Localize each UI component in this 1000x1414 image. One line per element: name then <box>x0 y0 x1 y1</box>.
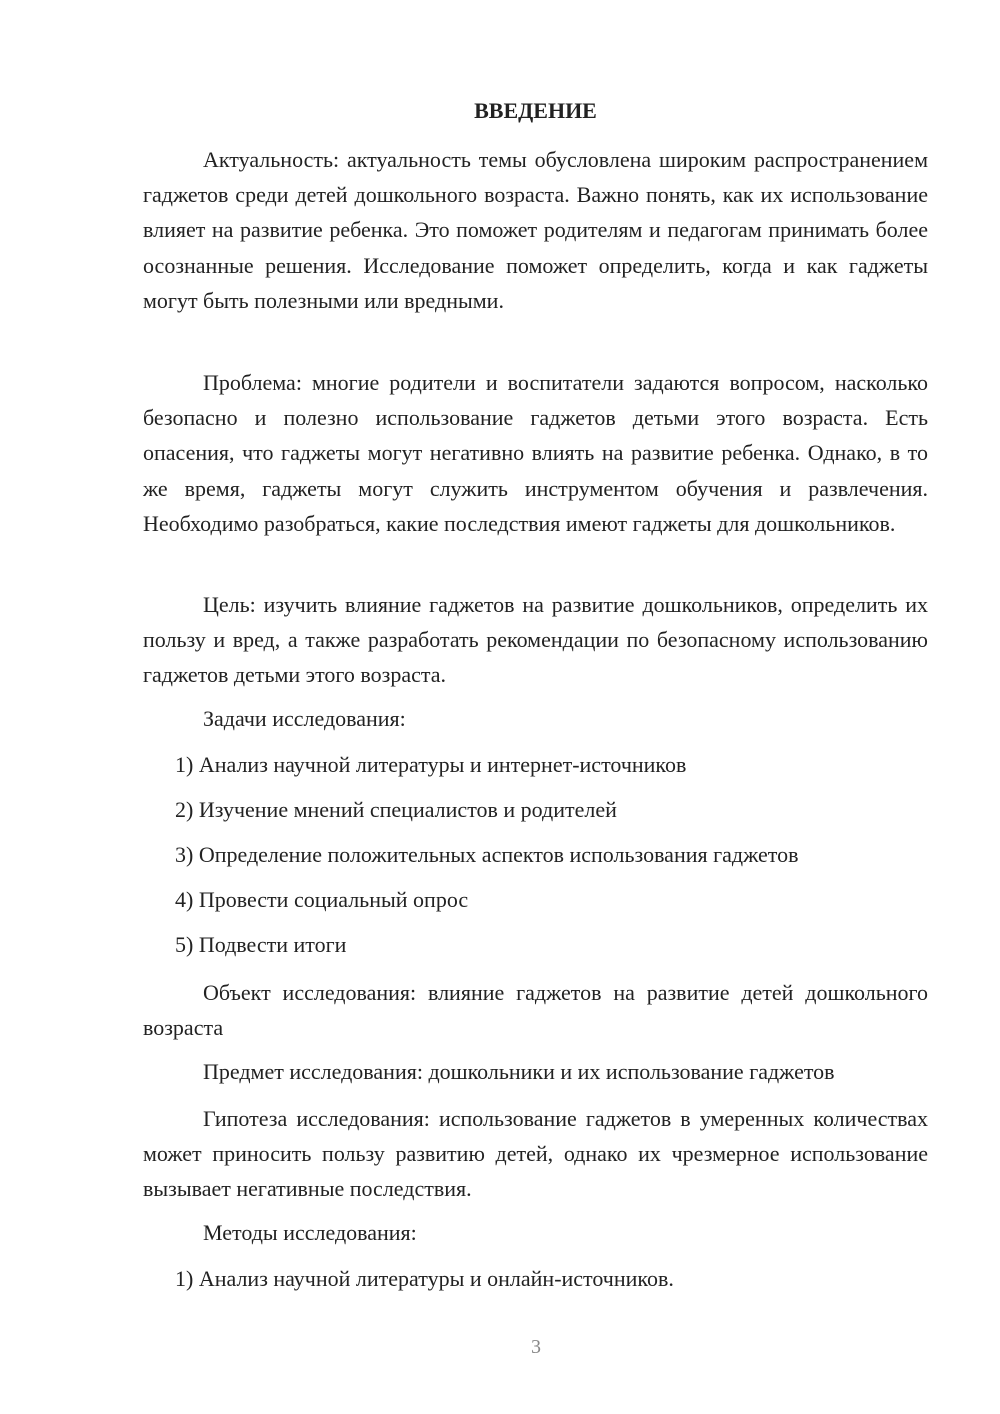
task-item: 4) Провести социальный опрос <box>175 887 469 912</box>
task-item: 2) Изучение мнений специалистов и родителей <box>175 797 617 822</box>
task-item: 3) Определение положительных аспектов использования гаджетов <box>175 842 799 867</box>
relevance-paragraph: Актуальность: актуальность темы обусловлена широким распространением гаджетов среди детей дошкольного возраста. Важно понять, как их использование влияет на развитие ребенка. Это поможет родителям и педагогам принимать более осознанные решения. Исследование поможет определить, когда и как гаджеты могут быть полезными или вредными. <box>143 147 928 313</box>
hypothesis-paragraph: Гипотеза исследования: использование гаджетов в умеренных количествах может приносить пользу развитию детей, однако их чрезмерное использование вызывает негативные последствия. <box>143 1106 928 1202</box>
goal-paragraph: Цель: изучить влияние гаджетов на развитие дошкольников, определить их пользу и вред, а также разработать рекомендации по безопасному использованию гаджетов детьми этого возраста. <box>143 592 928 688</box>
task-item: 5) Подвести итоги <box>175 932 347 957</box>
methods-heading: Методы исследования: <box>203 1220 417 1245</box>
object-paragraph: Объект исследования: влияние гаджетов на развитие детей дошкольного возраста <box>143 980 928 1041</box>
problem-paragraph: Проблема: многие родители и воспитатели задаются вопросом, насколько безопасно и полезно использование гаджетов детьми этого возраста. Есть опасения, что гаджеты могут негативно влиять на развитие ребенка. Однако, в то же время, гаджеты могут служить инструментом обучения и развлечения. Необходимо разобраться, какие последствия имеют гаджеты для дошкольников. <box>143 370 928 536</box>
section-title: ВВЕДЕНИЕ <box>474 98 597 123</box>
tasks-heading: Задачи исследования: <box>203 706 406 731</box>
task-item: 1) Анализ научной литературы и интернет-источников <box>175 752 687 777</box>
method-item: 1) Анализ научной литературы и онлайн-источников. <box>175 1266 674 1291</box>
subject-line: Предмет исследования: дошкольники и их использование гаджетов <box>203 1059 835 1084</box>
page-number: 3 <box>531 1336 541 1358</box>
